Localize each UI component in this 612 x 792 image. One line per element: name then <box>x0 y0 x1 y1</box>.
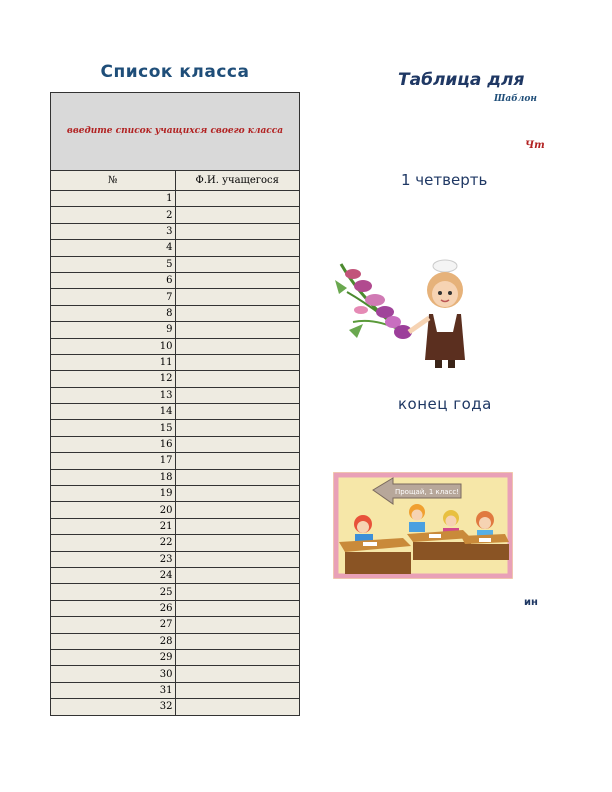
student-name-cell[interactable] <box>175 420 300 436</box>
row-number: 6 <box>51 272 176 288</box>
row-number: 9 <box>51 322 176 338</box>
student-row <box>51 240 300 256</box>
right-table-title: Таблица для <box>398 70 525 90</box>
student-row <box>51 322 300 338</box>
page-crop-edge <box>556 0 612 792</box>
student-name-cell[interactable] <box>175 387 300 403</box>
student-row <box>51 305 300 321</box>
student-row <box>51 518 300 534</box>
student-name-cell[interactable] <box>175 272 300 288</box>
student-row <box>51 371 300 387</box>
student-name-cell[interactable] <box>175 338 300 354</box>
student-name-cell[interactable] <box>175 289 300 305</box>
row-number: 26 <box>51 600 176 616</box>
row-number: 31 <box>51 682 176 698</box>
student-name-cell[interactable] <box>175 502 300 518</box>
quarter-label: 1 четверть <box>401 171 488 189</box>
student-name-cell[interactable] <box>175 682 300 698</box>
student-row <box>51 649 300 665</box>
student-name-cell[interactable] <box>175 305 300 321</box>
row-number: 4 <box>51 240 176 256</box>
student-row <box>51 387 300 403</box>
row-number: 13 <box>51 387 176 403</box>
row-number: 19 <box>51 486 176 502</box>
student-name-cell[interactable] <box>175 600 300 616</box>
student-name-cell[interactable] <box>175 256 300 272</box>
row-number: 30 <box>51 666 176 682</box>
student-row <box>51 682 300 698</box>
girl-figure-icon <box>409 260 465 368</box>
row-number: 21 <box>51 518 176 534</box>
class-list-table <box>50 92 300 716</box>
student-row <box>51 453 300 469</box>
student-name-cell[interactable] <box>175 371 300 387</box>
row-number: 10 <box>51 338 176 354</box>
template-subtitle: Шаблон <box>494 94 537 104</box>
row-number: 23 <box>51 551 176 567</box>
flower-bouquet-icon <box>335 264 412 339</box>
student-row <box>51 633 300 649</box>
farewell-sign-text: Прощай, 1 класс! <box>394 488 460 496</box>
row-number: 1 <box>51 191 176 207</box>
student-name-cell[interactable] <box>175 518 300 534</box>
row-number: 20 <box>51 502 176 518</box>
student-name-cell[interactable] <box>175 191 300 207</box>
student-row <box>51 666 300 682</box>
student-name-cell[interactable] <box>175 354 300 370</box>
girl-with-flowers-image <box>333 252 468 370</box>
student-name-cell[interactable] <box>175 223 300 239</box>
student-name-cell[interactable] <box>175 404 300 420</box>
row-number: 24 <box>51 567 176 583</box>
student-name-cell[interactable] <box>175 551 300 567</box>
right-note: Чт <box>525 140 545 151</box>
student-name-cell[interactable] <box>175 436 300 452</box>
row-number: 27 <box>51 617 176 633</box>
row-number: 25 <box>51 584 176 600</box>
student-row <box>51 256 300 272</box>
row-number: 8 <box>51 305 176 321</box>
student-name-cell[interactable] <box>175 469 300 485</box>
row-number: 2 <box>51 207 176 223</box>
student-row <box>51 486 300 502</box>
truncated-text: ин <box>524 597 538 608</box>
row-number: 7 <box>51 289 176 305</box>
student-row <box>51 191 300 207</box>
student-row <box>51 420 300 436</box>
farewell-classroom-image <box>333 472 513 579</box>
student-name-cell[interactable] <box>175 322 300 338</box>
student-name-cell[interactable] <box>175 649 300 665</box>
student-name-cell[interactable] <box>175 486 300 502</box>
class-list-title: Список класса <box>100 62 250 82</box>
row-number: 18 <box>51 469 176 485</box>
row-number: 15 <box>51 420 176 436</box>
student-row <box>51 272 300 288</box>
row-number: 28 <box>51 633 176 649</box>
number-column-header: № <box>51 171 176 191</box>
student-row <box>51 584 300 600</box>
student-row <box>51 469 300 485</box>
row-number: 12 <box>51 371 176 387</box>
student-row <box>51 535 300 551</box>
student-name-cell[interactable] <box>175 584 300 600</box>
student-name-cell[interactable] <box>175 567 300 583</box>
student-row <box>51 699 300 715</box>
student-name-cell[interactable] <box>175 535 300 551</box>
row-number: 5 <box>51 256 176 272</box>
student-name-cell[interactable] <box>175 453 300 469</box>
student-row <box>51 289 300 305</box>
row-number: 14 <box>51 404 176 420</box>
student-row <box>51 338 300 354</box>
student-row <box>51 551 300 567</box>
student-row <box>51 223 300 239</box>
row-number: 3 <box>51 223 176 239</box>
instruction-cell[interactable]: введите список учащихся своего класса <box>51 93 300 171</box>
student-row <box>51 207 300 223</box>
student-name-cell[interactable] <box>175 240 300 256</box>
student-row <box>51 567 300 583</box>
row-number: 11 <box>51 354 176 370</box>
student-row <box>51 404 300 420</box>
row-number: 16 <box>51 436 176 452</box>
student-row <box>51 617 300 633</box>
student-name-cell[interactable] <box>175 617 300 633</box>
student-name-cell[interactable] <box>175 633 300 649</box>
student-name-cell[interactable] <box>175 699 300 715</box>
student-row <box>51 502 300 518</box>
student-name-cell[interactable] <box>175 207 300 223</box>
student-row <box>51 436 300 452</box>
row-number: 32 <box>51 699 176 715</box>
row-number: 22 <box>51 535 176 551</box>
student-name-cell[interactable] <box>175 666 300 682</box>
student-row <box>51 354 300 370</box>
year-end-label: конец года <box>398 395 492 413</box>
name-column-header: Ф.И. учащегося <box>175 171 300 191</box>
row-number: 17 <box>51 453 176 469</box>
row-number: 29 <box>51 649 176 665</box>
student-row <box>51 600 300 616</box>
